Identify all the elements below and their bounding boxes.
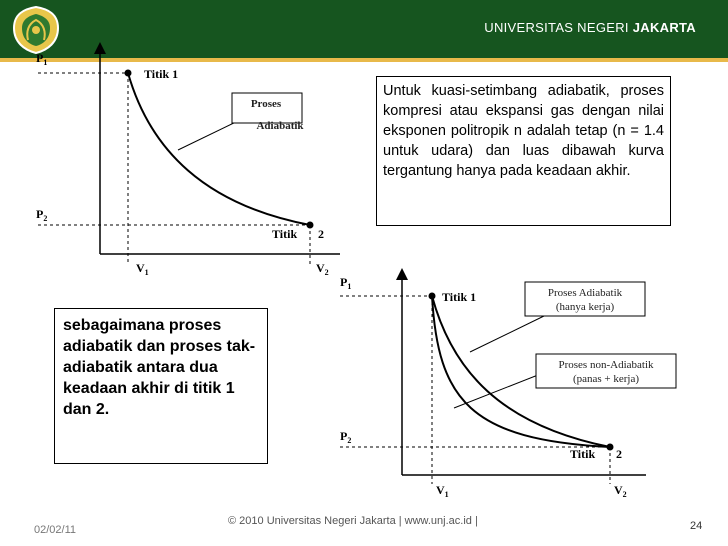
d2-callout1-line2: (hanya kerja) <box>555 301 615 313</box>
d1-callout-leader <box>178 120 240 150</box>
d1-p2-label: $P_2$ <box>36 207 48 223</box>
d2-callout2-line2: (panas + kerja) <box>572 373 640 385</box>
diagram-comparison <box>340 268 676 499</box>
d2-v1-label: $V_1$ <box>436 483 449 499</box>
d2-point2-label-a: Titik <box>570 447 596 461</box>
d2-callout1-line1: Proses Adiabatik <box>547 287 623 299</box>
d2-v2-label: $V_2$ <box>614 483 627 499</box>
d1-y-arrow <box>94 42 106 54</box>
d1-point2-label-a: Titik <box>272 227 298 241</box>
d2-callout2-line1: Proses non-Adiabatik <box>558 359 654 371</box>
comparison-explanation-box: sebagaimana proses adiabatik dan proses tak-adiabatik antara dua keadaan akhir di titik 1 dan 2. <box>54 308 268 464</box>
d1-point1-label: Titik 1 <box>144 67 179 81</box>
d1-v1-label: $V_1$ <box>136 261 149 277</box>
d2-p1-label: $P_1$ <box>340 275 352 291</box>
d1-callout-line2: Adiabatik <box>256 120 304 132</box>
d1-v2-label: $V_2$ <box>316 261 329 277</box>
slide-date: 02/02/11 <box>34 524 77 536</box>
d2-point-1 <box>429 293 436 300</box>
d1-callout-line1: Proses <box>250 98 282 110</box>
d1-point-2 <box>307 222 314 229</box>
d2-callout2-leader <box>454 375 538 408</box>
d2-y-arrow <box>396 268 408 280</box>
slide-copyright: © 2010 Universitas Negeri Jakarta | www.unj.ac.id | <box>228 515 478 527</box>
d2-callout1-leader <box>470 316 544 352</box>
d2-point1-label: Titik 1 <box>442 290 477 304</box>
d2-p2-label: $P_2$ <box>340 429 352 445</box>
diagram-adiabatic <box>36 42 340 277</box>
d1-point2-label-b: 2 <box>318 227 324 241</box>
slide-page-number: 24 <box>690 520 703 532</box>
d2-point2-label-b: 2 <box>616 447 622 461</box>
d2-point-2 <box>607 444 614 451</box>
d1-point-1 <box>125 70 132 77</box>
adiabatic-explanation-box: Untuk kuasi-setimbang adiabatik, proses kompresi atau ekspansi gas dengan nilai eksponen politropik n adalah tetap (n = 1.4 untuk udara) dan luas dibawah kurva tergantung hanya pada keadaan akhir. <box>376 76 671 226</box>
university-name: UNIVERSITAS NEGERI JAKARTA <box>484 20 696 35</box>
d1-p1-label: $P_1$ <box>36 51 48 67</box>
